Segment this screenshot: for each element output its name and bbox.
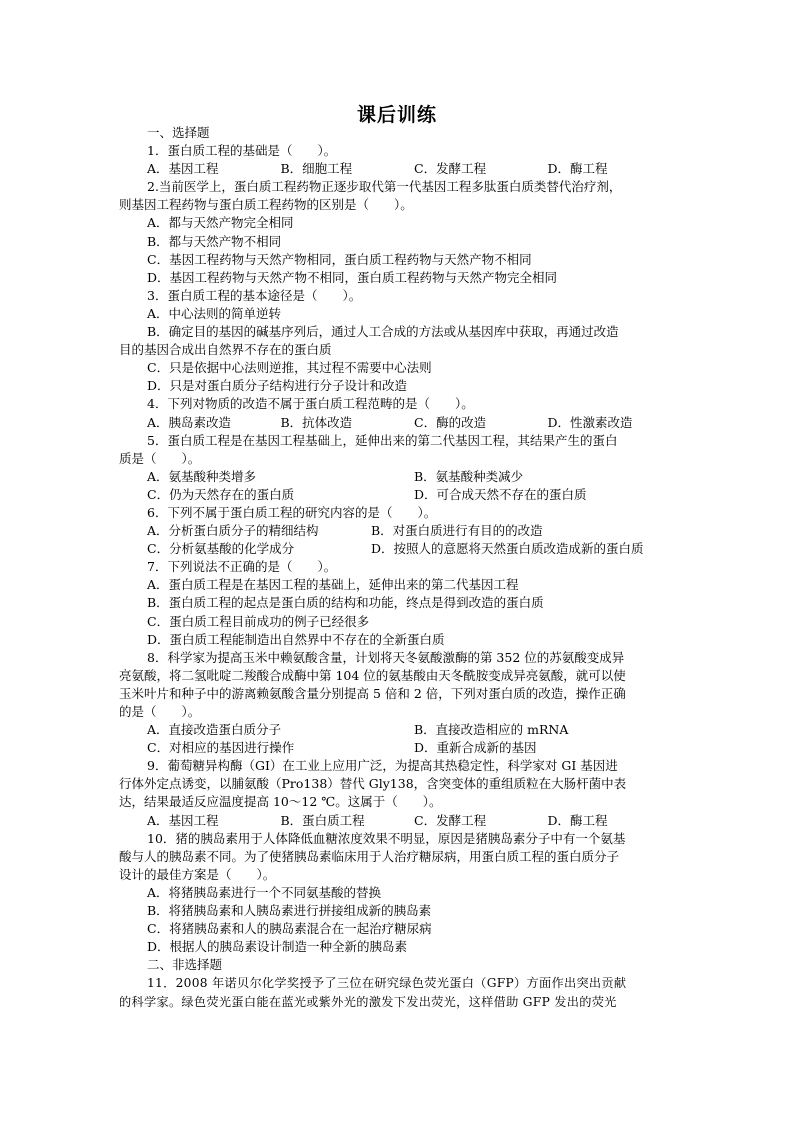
option-b: B．对蛋白质进行有目的的改造: [371, 523, 543, 539]
option-a: A．氨基酸种类增多: [147, 468, 257, 484]
option-b: B．蛋白质工程: [280, 812, 365, 828]
question-5-stem-cont: 质是（ ）。: [119, 450, 201, 466]
option-a: A．直接改造蛋白质分子: [147, 722, 282, 738]
option-b-cont: 目的基因合成出自然界不存在的蛋白质: [119, 342, 332, 358]
question-10-stem-cont: 酸与人的胰岛素不同。为了使猪胰岛素临床用于人治疗糖尿病，用蛋白质工程的蛋白质分子: [119, 848, 620, 864]
option-c: C．基因工程药物与天然产物相同，蛋白质工程药物与天然产物不相同: [147, 251, 532, 267]
option-b: B．将猪胰岛素和人胰岛素进行拼接组成新的胰岛素: [147, 903, 432, 919]
question-2-stem-cont: 则基因工程药物与蛋白质工程药物的区别是（ ）。: [119, 197, 413, 213]
question-8-stem-cont: 的是（ ）。: [119, 704, 201, 719]
option-c: C．仍为天然存在的蛋白质: [147, 486, 295, 502]
option-a: A．蛋白质工程是在基因工程的基础上，延伸出来的第二代基因工程: [147, 577, 519, 593]
option-d: D．按照人的意愿将天然蛋白质改造成新的蛋白质: [371, 541, 644, 557]
question-8-stem-cont: 亮氨酸，将二氢吡啶二羧酸合成酶中第 104 位的氨基酸由天冬酰胺变成异亮氨酸，就可以使: [119, 667, 626, 683]
question-8-options-cd: [119, 739, 681, 757]
option-a: A．分析蛋白质分子的精细结构: [147, 523, 319, 539]
question-8-stem-cont: 玉米叶片和种子中的游离赖氨酸含量分别提高 5 倍和 2 倍，下列对蛋白质的改造，操作正确: [119, 685, 626, 701]
option-c: C．对相应的基因进行操作: [147, 740, 295, 756]
option-b: B．确定目的基因的碱基序列后，通过人工合成的方法或从基因库中获取，再通过改造: [147, 324, 619, 340]
option-d: D．蛋白质工程能制造出自然界中不存在的全新蛋白质: [147, 631, 445, 647]
option-b: B．细胞工程: [280, 161, 353, 177]
question-4-options: [119, 414, 681, 432]
option-c: C．只是依据中心法则逆推，其过程不需要中心法则: [147, 360, 432, 376]
question-9-options: [119, 812, 681, 830]
option-a: A．基因工程: [147, 161, 219, 177]
option-d: D．重新合成新的基因: [414, 740, 537, 756]
question-8-options-ab: [119, 721, 681, 739]
question-6-stem: 6．下列不属于蛋白质工程的研究内容的是（ ）。: [147, 504, 437, 520]
option-a: A．将猪胰岛素进行一个不同氨基酸的替换: [147, 884, 382, 900]
option-d: D．酶工程: [547, 161, 608, 177]
option-d: D．酶工程: [547, 812, 608, 828]
option-c: C．发酵工程: [414, 161, 487, 177]
option-a: A．中心法则的简单逆转: [147, 305, 282, 321]
option-d: D．根据人的胰岛素设计制造一种全新的胰岛素: [147, 939, 408, 955]
exercise-content: [119, 124, 681, 1011]
question-5-options-ab: [119, 468, 681, 486]
question-3-stem: 3．蛋白质工程的基本途径是（ ）。: [147, 287, 362, 303]
page-title: 课后训练: [356, 104, 437, 126]
question-7-stem: 7．下列说法不正确的是（ ）。: [147, 559, 337, 575]
option-d: D．只是对蛋白质分子结构进行分子设计和改造: [147, 378, 408, 394]
option-d: D．可合成天然不存在的蛋白质: [414, 486, 587, 502]
question-1-options: [119, 160, 681, 178]
question-5-stem: 5．蛋白质工程是在基因工程基础上，延伸出来的第二代基因工程，其结果产生的蛋白: [147, 432, 618, 448]
question-6-options-cd: [119, 540, 681, 558]
question-9-stem-cont: 达，结果最适反应温度提高 10～12 ℃。这属于（ ）。: [119, 794, 442, 810]
question-6-options-ab: [119, 522, 681, 540]
option-c: C．发酵工程: [414, 812, 487, 828]
question-8-stem: 8．科学家为提高玉米中赖氨酸含量，计划将天冬氨酸激酶的第 352 位的苏氨酸变成异: [147, 649, 625, 665]
option-b: B．氨基酸种类减少: [414, 468, 524, 484]
option-a: A．基因工程: [147, 812, 219, 828]
question-11-stem: 11．2008 年诺贝尔化学奖授予了三位在研究绿色荧光蛋白（GFP）方面作出突出贡献: [147, 976, 627, 991]
question-10-stem: 10．猪的胰岛素用于人体降低血糖浓度效果不明显，原因是猪胰岛素分子中有一个氨基: [147, 830, 626, 846]
option-c: C．分析氨基酸的化学成分: [147, 541, 295, 557]
option-b: B．都与天然产物不相同: [147, 233, 282, 249]
option-c: C．蛋白质工程目前成功的例子已经很多: [147, 613, 370, 629]
option-a: A．都与天然产物完全相同: [147, 215, 294, 231]
section-heading-choice: 一、选择题: [147, 125, 210, 140]
question-2-stem: 2.当前医学上，蛋白质工程药物正逐步取代第一代基因工程多肽蛋白质类替代治疗剂，: [147, 179, 622, 195]
question-4-stem: 4．下列对物质的改造不属于蛋白质工程范畴的是（ ）。: [147, 396, 474, 412]
section-heading-nonchoice: 二、非选择题: [147, 957, 223, 973]
question-1-stem: 1．蛋白质工程的基础是（ ）。: [147, 143, 337, 159]
option-c: C．酶的改造: [414, 414, 487, 430]
question-9-stem-cont: 行体外定点诱变，以脯氨酸（Pro138）替代 Gly138，含突变体的重组质粒在大肠杆菌中表: [119, 776, 627, 792]
option-c: C．将猪胰岛素和人的胰岛素混合在一起治疗糖尿病: [147, 921, 432, 937]
option-d: D．基因工程药物与天然产物不相同，蛋白质工程药物与天然产物完全相同: [147, 269, 558, 285]
question-9-stem: 9．葡萄糖异构酶（GI）在工业上应用广泛，为提高其热稳定性，科学家对 GI 基因进: [147, 758, 618, 774]
question-5-options-cd: [119, 486, 681, 504]
question-11-stem-cont: 的科学家。绿色荧光蛋白能在蓝光或紫外光的激发下发出荧光，这样借助 GFP 发出的荧光: [119, 994, 617, 1009]
option-d: D．性激素改造: [547, 414, 633, 430]
option-b: B．抗体改造: [280, 414, 353, 430]
question-10-stem-cont: 设计的最佳方案是（ ）。: [119, 866, 276, 882]
option-a: A．胰岛素改造: [147, 414, 232, 430]
option-b: B．直接改造相应的 mRNA: [414, 722, 569, 738]
option-b: B．蛋白质工程的起点是蛋白质的结构和功能，终点是得到改造的蛋白质: [147, 595, 544, 611]
